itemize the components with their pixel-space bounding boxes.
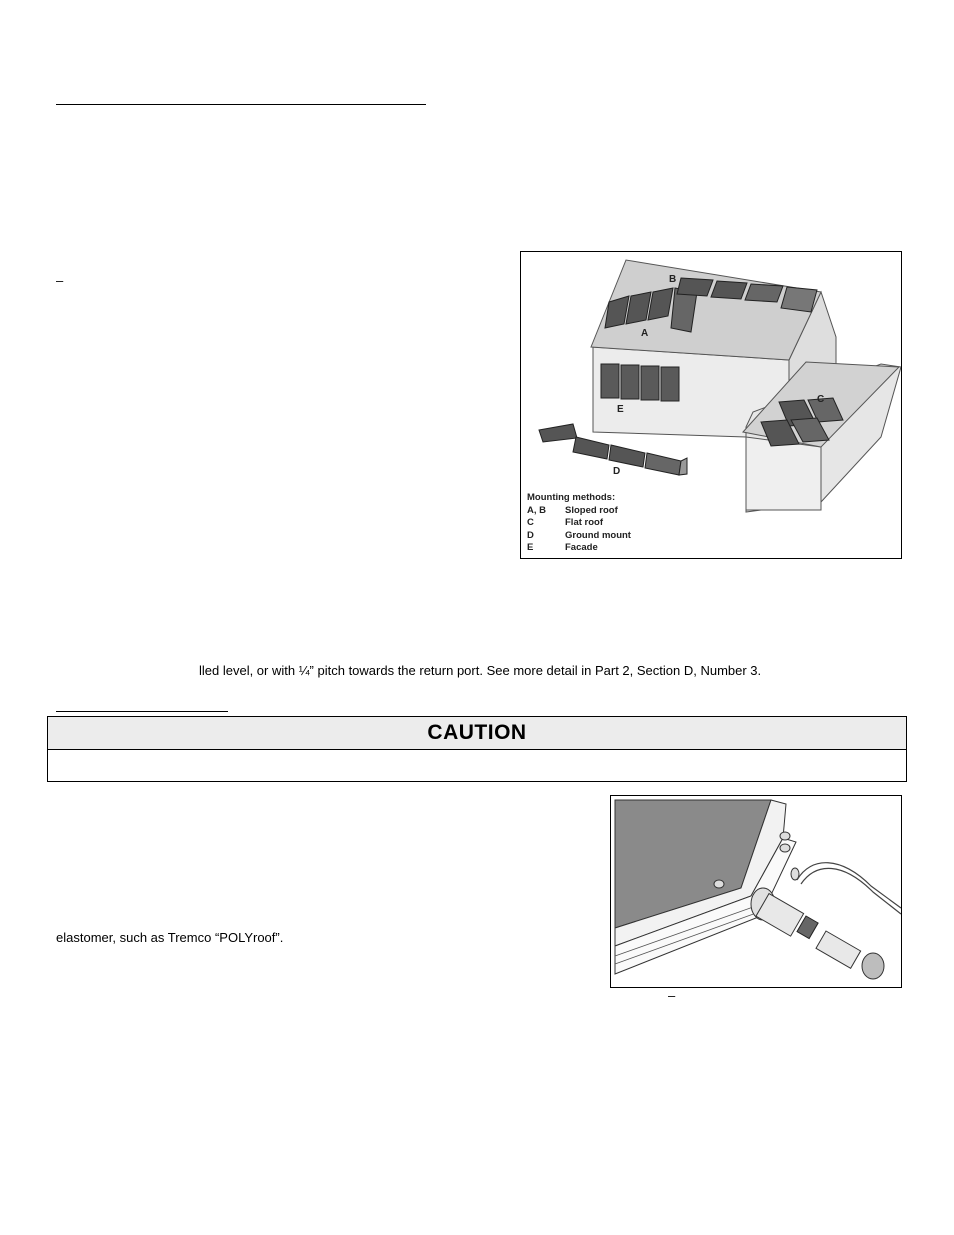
label-c: C [817,394,825,405]
legend-row [527,517,631,530]
legend-code: E [527,542,534,553]
legend-desc: Ground mount [565,529,631,541]
collector-port-figure [610,795,902,988]
legend-title: Mounting methods: [527,492,616,503]
legend-desc: Facade [565,542,598,553]
figure-dash: – [668,988,676,1003]
legend-code: C [527,517,534,528]
caution-box [47,716,907,782]
port-fitting [751,888,884,979]
label-b: B [669,274,677,285]
legend-row [527,505,631,518]
elastomer-text-line: elastomer, such as Tremco “POLYroof”. [56,930,284,945]
legend-desc: Sloped roof [565,504,618,516]
collector-port-illustration [611,796,901,987]
legend-desc: Flat roof [565,517,603,528]
caution-title: CAUTION [48,717,906,750]
label-e: E [617,404,624,415]
section-heading-underline [56,711,228,712]
legend-row [527,530,631,543]
legend-code: A, B [527,504,546,516]
legend-row [527,542,631,555]
label-a: A [641,328,649,339]
caution-body [48,750,906,781]
section-heading-underline [56,104,426,105]
pitch-text-line: lled level, or with ¼” pitch towards the return port. See more detail in Part 2, Section D, Number 3. [199,663,762,678]
label-d: D [613,466,621,477]
mounting-methods-figure [520,251,902,559]
legend-code: D [527,529,534,541]
mounting-legend [527,492,631,555]
list-dash: – [56,273,64,288]
